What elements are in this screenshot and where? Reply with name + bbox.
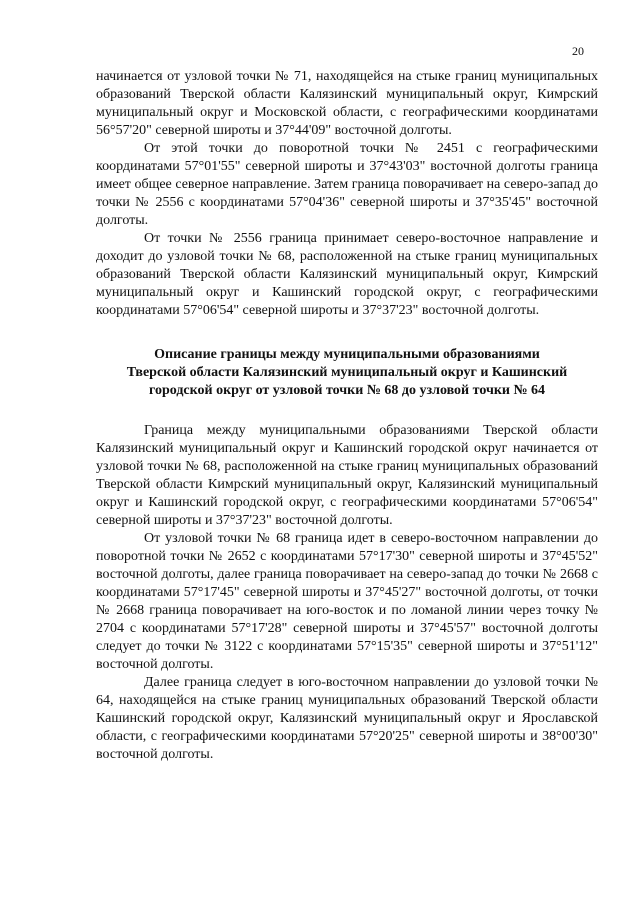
paragraph-continuation: начинается от узловой точки № 71, находящейся на стыке границ муниципальных образований Тверской области Калязинский муниципальный округ, Кимрский муниципальный округ и Московской области, с географическими координатами 56°57'20" северной широты и 37°44'09" восточной долготы. <box>96 69 598 138</box>
paragraph-boundary-start: Граница между муниципальными образованиями Тверской области Калязинский муниципальный округ и Кашинский городской округ начинается от узловой точки № 68, расположенной на стыке границ муниципальных образований Тверской области Кимрский муниципальный округ, Калязинский муниципальный округ и Кашинский городской округ, с географическими координатами 57°06'54" северной широты и 37°37'23" восточной долготы. <box>96 423 598 528</box>
section-heading-line-2: Тверской области Калязинский муниципальный округ и Кашинский <box>126 365 568 380</box>
section-heading-line-3: городской округ от узловой точки № 68 до узловой точки № 64 <box>148 383 546 398</box>
section-heading <box>96 346 598 400</box>
document-body <box>96 68 598 764</box>
page-number: 20 <box>572 44 584 58</box>
paragraph-boundary-end: Далее граница следует в юго-восточном направлении до узловой точки № 64, находящейся на стыке границ муниципальных образований Тверской области Кашинский городской округ, Калязинский муниципальный округ и Ярославской области, с географическими координатами 57°20'25" северной широты и 38°00'30" восточной долготы. <box>96 675 598 762</box>
paragraph-route-2451-2556: От этой точки до поворотной точки № 2451 с географическими координатами 57°01'55" северной широты и 37°43'03" восточной долготы граница имеет общее северное направление. Затем граница поворачивает на северо-запад до точки № 2556 с координатами 57°04'36" северной широты и 37°35'45" восточной долготы. <box>96 141 598 228</box>
section-heading-line-1: Описание границы между муниципальными образованиями <box>154 347 540 362</box>
paragraph-route-to-node-68: От точки № 2556 граница принимает северо-восточное направление и доходит до узловой точки № 68, расположенной на стыке границ муниципальных образований Тверской области Калязинский муниципальный округ, Кимрский муниципальный округ и Кашинский городской округ, с географическими координатами 57°06'54" северной широты и 37°37'23" восточной долготы. <box>96 231 598 318</box>
paragraph-boundary-route: От узловой точки № 68 граница идет в северо-восточном направлении до поворотной точки № 2652 с координатами 57°17'30" северной широты и 37°45'52" восточной долготы, далее граница поворачивает на северо-запад до точки № 2668 с координатами 57°17'45" северной широты и 37°45'27" восточной долготы, от точки № 2668 граница поворачивает на юго-восток и по ломаной линии через точку № 2704 с координатами 57°17'28" северной широты и 37°45'57" восточной долготы следует до точки № 3122 с координатами 57°15'35" северной широты и 37°51'12" восточной долготы. <box>96 531 598 672</box>
